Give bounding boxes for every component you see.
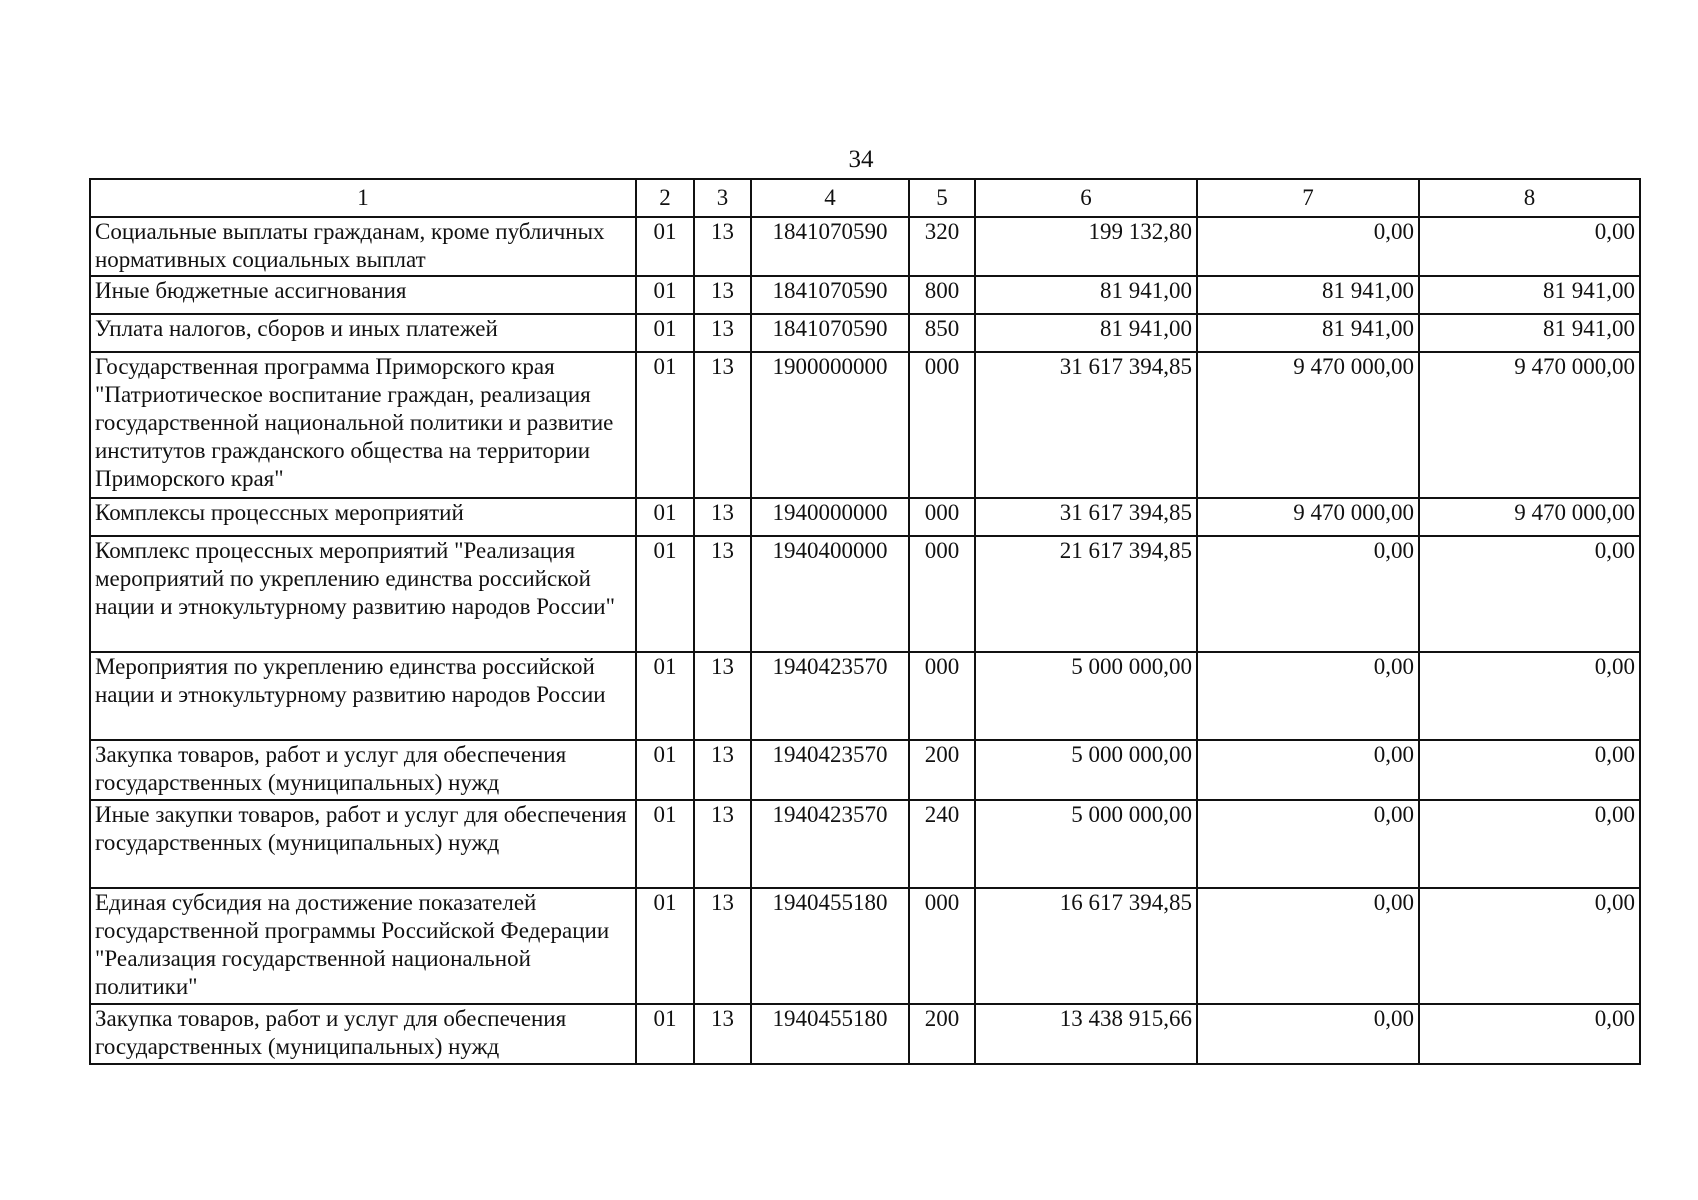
table-header <box>90 179 1640 217</box>
row-name: Иные закупки товаров, работ и услуг для обеспечения государственных (муниципальных) нужд <box>90 800 636 888</box>
table-row <box>90 888 1640 1004</box>
expense-type-code: 000 <box>909 352 975 498</box>
section-code: 01 <box>636 800 694 888</box>
row-name: Закупка товаров, работ и услуг для обеспечения государственных (муниципальных) нужд <box>90 1004 636 1064</box>
table-row <box>90 740 1640 800</box>
subsection-code: 13 <box>694 740 751 800</box>
column-header: 8 <box>1419 179 1640 217</box>
amount-col7: 0,00 <box>1197 888 1419 1004</box>
row-name: Уплата налогов, сборов и иных платежей <box>90 314 636 352</box>
amount-col7: 81 941,00 <box>1197 314 1419 352</box>
amount-col8: 0,00 <box>1419 652 1640 740</box>
expense-type-code: 320 <box>909 217 975 276</box>
amount-col6: 13 438 915,66 <box>975 1004 1197 1064</box>
column-header: 3 <box>694 179 751 217</box>
subsection-code: 13 <box>694 652 751 740</box>
section-code: 01 <box>636 498 694 536</box>
section-code: 01 <box>636 314 694 352</box>
amount-col8: 0,00 <box>1419 217 1640 276</box>
subsection-code: 13 <box>694 888 751 1004</box>
column-header: 2 <box>636 179 694 217</box>
table-row <box>90 352 1640 498</box>
expense-type-code: 240 <box>909 800 975 888</box>
amount-col8: 81 941,00 <box>1419 314 1640 352</box>
amount-col7: 0,00 <box>1197 800 1419 888</box>
target-article-code: 1940423570 <box>751 740 909 800</box>
amount-col6: 81 941,00 <box>975 314 1197 352</box>
amount-col6: 199 132,80 <box>975 217 1197 276</box>
amount-col7: 0,00 <box>1197 652 1419 740</box>
amount-col7: 9 470 000,00 <box>1197 352 1419 498</box>
expense-type-code: 000 <box>909 536 975 652</box>
amount-col8: 0,00 <box>1419 1004 1640 1064</box>
target-article-code: 1940455180 <box>751 888 909 1004</box>
row-name: Иные бюджетные ассигнования <box>90 276 636 314</box>
column-header: 7 <box>1197 179 1419 217</box>
table-row <box>90 652 1640 740</box>
target-article-code: 1900000000 <box>751 352 909 498</box>
section-code: 01 <box>636 536 694 652</box>
amount-col8: 9 470 000,00 <box>1419 498 1640 536</box>
subsection-code: 13 <box>694 498 751 536</box>
amount-col7: 81 941,00 <box>1197 276 1419 314</box>
subsection-code: 13 <box>694 1004 751 1064</box>
expense-type-code: 000 <box>909 498 975 536</box>
row-name: Государственная программа Приморского края "Патриотическое воспитание граждан, реализация государственной национальной политики и развитие институтов гражданского общества на территории Приморского края" <box>90 352 636 498</box>
amount-col7: 0,00 <box>1197 217 1419 276</box>
amount-col6: 5 000 000,00 <box>975 652 1197 740</box>
amount-col8: 81 941,00 <box>1419 276 1640 314</box>
amount-col6: 16 617 394,85 <box>975 888 1197 1004</box>
subsection-code: 13 <box>694 314 751 352</box>
section-code: 01 <box>636 352 694 498</box>
target-article-code: 1841070590 <box>751 217 909 276</box>
target-article-code: 1940423570 <box>751 800 909 888</box>
target-article-code: 1940455180 <box>751 1004 909 1064</box>
amount-col8: 0,00 <box>1419 888 1640 1004</box>
amount-col8: 9 470 000,00 <box>1419 352 1640 498</box>
subsection-code: 13 <box>694 217 751 276</box>
target-article-code: 1841070590 <box>751 276 909 314</box>
expense-type-code: 850 <box>909 314 975 352</box>
table-row <box>90 800 1640 888</box>
target-article-code: 1940000000 <box>751 498 909 536</box>
amount-col6: 31 617 394,85 <box>975 352 1197 498</box>
subsection-code: 13 <box>694 276 751 314</box>
budget-table <box>89 178 1641 1065</box>
amount-col7: 0,00 <box>1197 740 1419 800</box>
amount-col8: 0,00 <box>1419 740 1640 800</box>
expense-type-code: 200 <box>909 1004 975 1064</box>
amount-col7: 0,00 <box>1197 1004 1419 1064</box>
section-code: 01 <box>636 217 694 276</box>
section-code: 01 <box>636 276 694 314</box>
amount-col8: 0,00 <box>1419 536 1640 652</box>
target-article-code: 1940423570 <box>751 652 909 740</box>
table-row <box>90 276 1640 314</box>
amount-col6: 5 000 000,00 <box>975 800 1197 888</box>
expense-type-code: 000 <box>909 888 975 1004</box>
section-code: 01 <box>636 740 694 800</box>
column-header: 4 <box>751 179 909 217</box>
subsection-code: 13 <box>694 800 751 888</box>
subsection-code: 13 <box>694 536 751 652</box>
section-code: 01 <box>636 888 694 1004</box>
table-row <box>90 217 1640 276</box>
header-row <box>90 179 1640 217</box>
row-name: Мероприятия по укреплению единства российской нации и этнокультурному развитию народов России <box>90 652 636 740</box>
column-header: 5 <box>909 179 975 217</box>
table-row <box>90 536 1640 652</box>
target-article-code: 1940400000 <box>751 536 909 652</box>
table-row <box>90 314 1640 352</box>
table-body <box>90 217 1640 1064</box>
amount-col6: 31 617 394,85 <box>975 498 1197 536</box>
section-code: 01 <box>636 1004 694 1064</box>
column-header: 6 <box>975 179 1197 217</box>
target-article-code: 1841070590 <box>751 314 909 352</box>
section-code: 01 <box>636 652 694 740</box>
page-number: 34 <box>848 146 874 173</box>
expense-type-code: 800 <box>909 276 975 314</box>
table-row <box>90 1004 1640 1064</box>
amount-col6: 81 941,00 <box>975 276 1197 314</box>
expense-type-code: 200 <box>909 740 975 800</box>
expense-type-code: 000 <box>909 652 975 740</box>
amount-col8: 0,00 <box>1419 800 1640 888</box>
amount-col6: 21 617 394,85 <box>975 536 1197 652</box>
subsection-code: 13 <box>694 352 751 498</box>
amount-col7: 9 470 000,00 <box>1197 498 1419 536</box>
amount-col7: 0,00 <box>1197 536 1419 652</box>
column-header: 1 <box>90 179 636 217</box>
amount-col6: 5 000 000,00 <box>975 740 1197 800</box>
table-row <box>90 498 1640 536</box>
row-name: Закупка товаров, работ и услуг для обеспечения государственных (муниципальных) нужд <box>90 740 636 800</box>
row-name: Социальные выплаты гражданам, кроме публичных нормативных социальных выплат <box>90 217 636 276</box>
row-name: Комплекс процессных мероприятий "Реализация мероприятий по укреплению единства российской нации и этнокультурному развитию народов России" <box>90 536 636 652</box>
row-name: Комплексы процессных мероприятий <box>90 498 636 536</box>
row-name: Единая субсидия на достижение показателей государственной программы Российской Федерации "Реализация государственной национальной политики" <box>90 888 636 1004</box>
